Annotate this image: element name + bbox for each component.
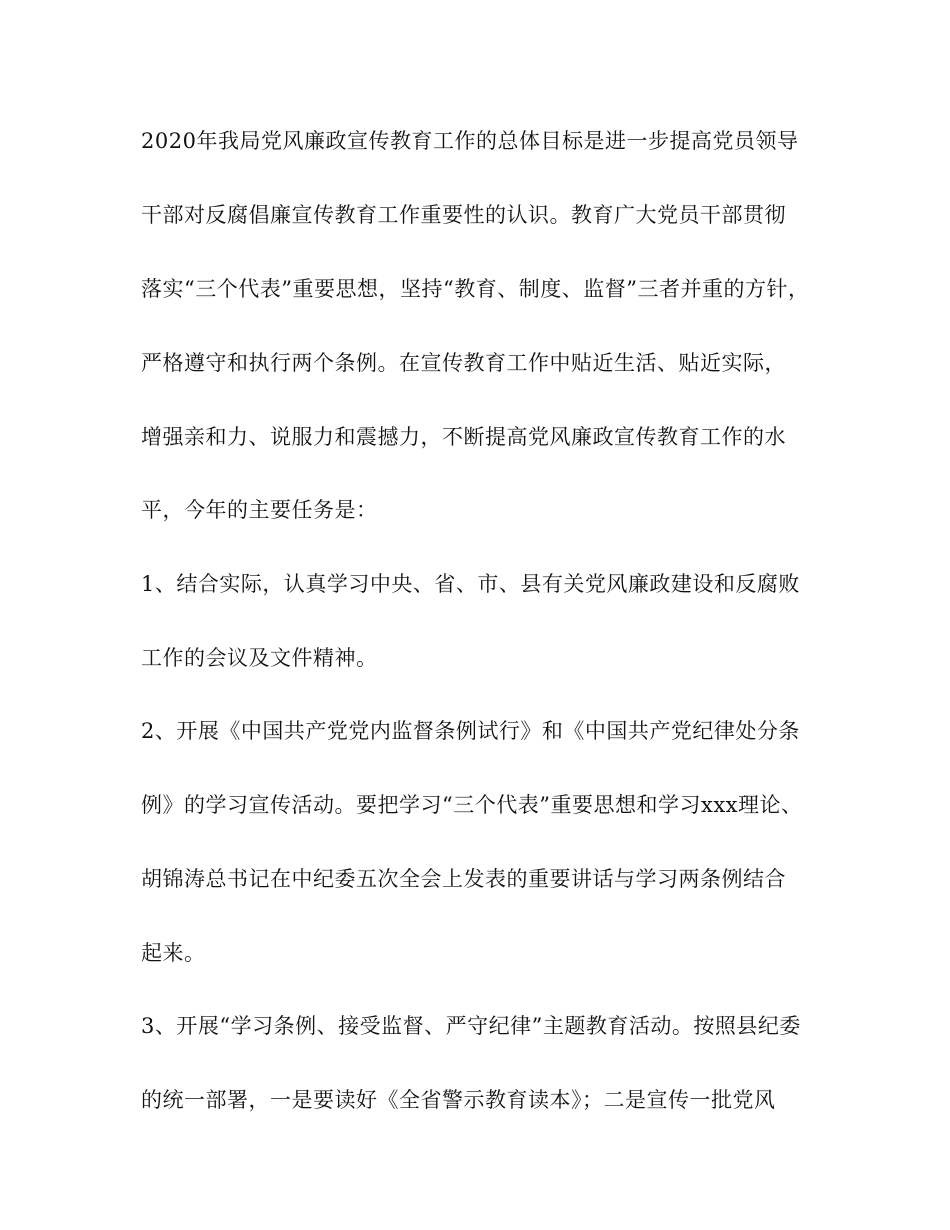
- text-line: 严格遵守和执行两个条例。在宣传教育工作中贴近生活、贴近实际，: [141, 351, 786, 375]
- text-line: 2020年我局党风廉政宣传教育工作的总体目标是进一步提高党员领导: [141, 129, 799, 153]
- text-line: 落实“三个代表”重要思想，坚持“教育、制度、监督”三者并重的方针，: [141, 277, 810, 301]
- text-line: 工作的会议及文件精神。: [141, 646, 378, 670]
- text-line: 起来。: [141, 941, 206, 965]
- text-line: 2、开展《中国共产党党内监督条例试行》和《中国共产党纪律处分条: [141, 719, 800, 743]
- text-line: 例》的学习宣传活动。要把学习“三个代表”重要思想和学习xxx理论、: [141, 793, 803, 817]
- text-line: 胡锦涛总书记在中纪委五次全会上发表的重要讲话与学习两条例结合: [141, 867, 786, 891]
- text-line: 增强亲和力、说服力和震撼力，不断提高党风廉政宣传教育工作的水: [141, 425, 786, 449]
- text-line: 1、结合实际，认真学习中央、省、市、县有关党风廉政建设和反腐败: [141, 572, 800, 596]
- text-line: 平，今年的主要任务是：: [141, 498, 378, 522]
- text-line: 3、开展“学习条例、接受监督、严守纪律”主题教育活动。按照县纪委: [141, 1014, 801, 1038]
- text-line: 的统一部署，一是要读好《全省警示教育读本》；二是宣传一批党风: [141, 1088, 776, 1112]
- text-line: 干部对反腐倡廉宣传教育工作重要性的认识。教育广大党员干部贯彻: [141, 203, 786, 227]
